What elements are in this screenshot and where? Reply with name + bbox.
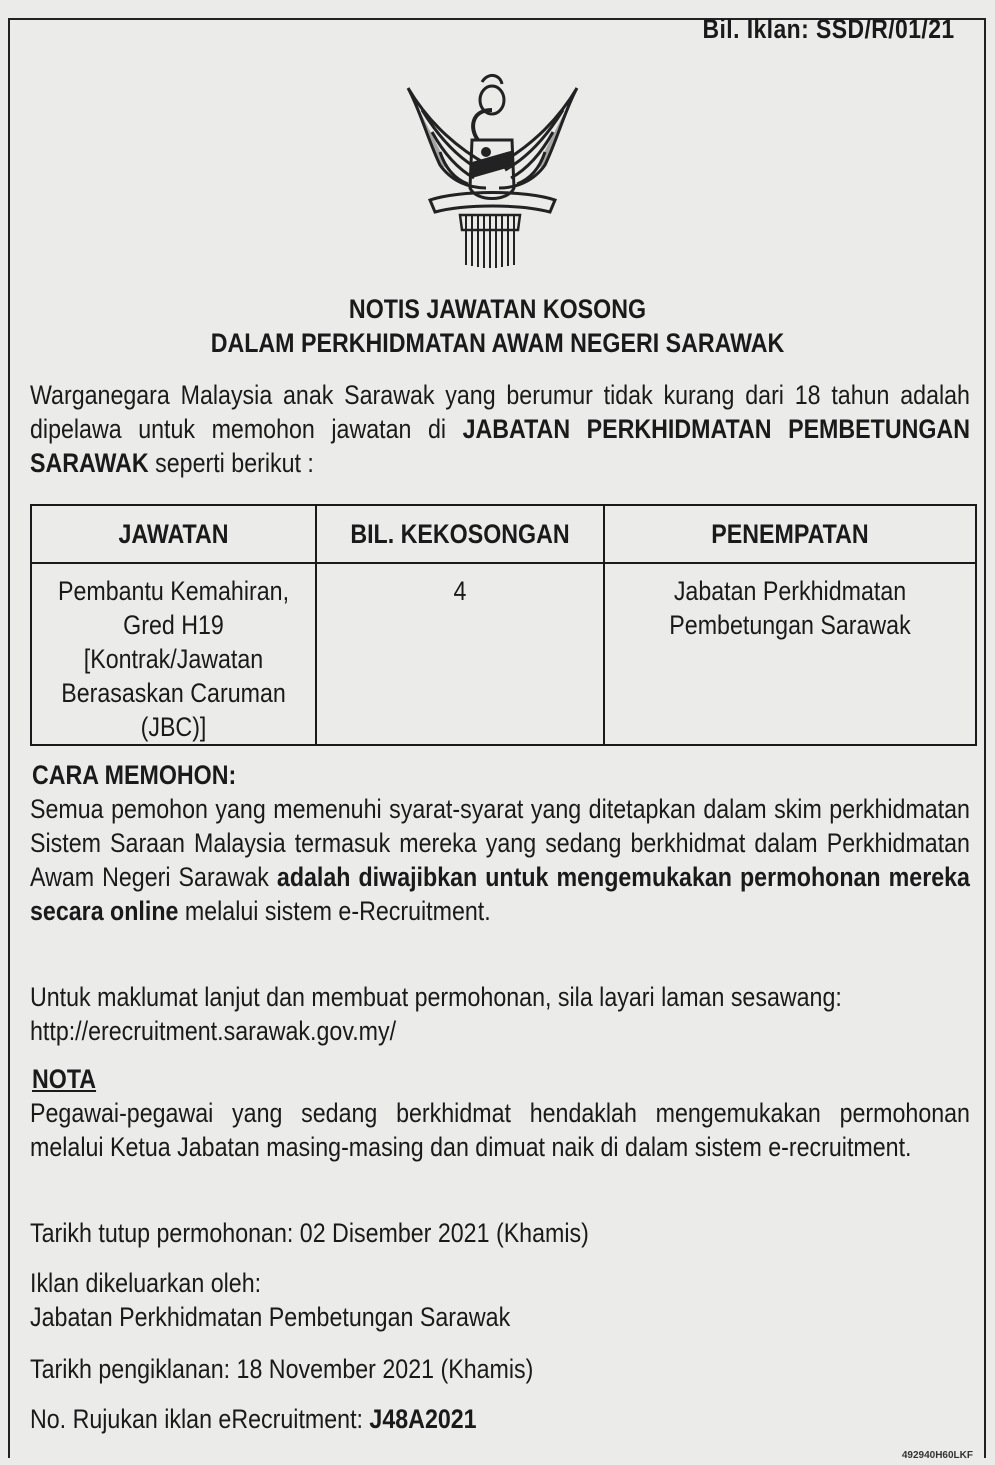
note-paragraph: Pegawai-pegawai yang sedang berkhidmat hendaklah mengemukakan permohonan melalui Ketua Jabatan masing-masing dan dimuat naik di dalam sistem e-recruitment. bbox=[30, 1098, 970, 1162]
info-text: Untuk maklumat lanjut dan membuat permohonan, sila layari laman sesawang: bbox=[30, 982, 842, 1012]
table-header-row bbox=[31, 505, 976, 563]
notice-title: NOTIS JAWATAN KOSONG bbox=[348, 294, 647, 324]
department-name: JABATAN PERKHIDMATAN PEMBETUNGAN SARAWAK bbox=[30, 414, 970, 478]
vacancy-table bbox=[30, 504, 977, 746]
reference-code: J48A2021 bbox=[369, 1404, 477, 1434]
closing-date: Tarikh tutup permohonan: 02 Disember 2021 (Khamis) bbox=[30, 1218, 589, 1248]
sarawak-crest-icon bbox=[400, 70, 585, 270]
column-header: BIL. KEKOSONGAN bbox=[316, 505, 604, 563]
ad-reference: Bil. Iklan: SSD/R/01/21 bbox=[702, 14, 955, 44]
column-header: PENEMPATAN bbox=[604, 505, 976, 563]
position-cell: Pembantu Kemahiran, Gred H19 [Kontrak/Jawatan Berasaskan Caruman (JBC)] bbox=[31, 563, 316, 745]
issuer-name: Jabatan Perkhidmatan Pembetungan Sarawak bbox=[30, 1302, 511, 1332]
issued-by-label: Iklan dikeluarkan oleh: bbox=[30, 1268, 262, 1298]
how-to-apply-heading: CARA MEMOHON: bbox=[32, 760, 237, 790]
placement-cell: Jabatan Perkhidmatan Pembetungan Sarawak bbox=[604, 563, 976, 745]
advertisement-date: Tarikh pengiklanan: 18 November 2021 (Khamis) bbox=[30, 1354, 534, 1384]
how-to-apply-paragraph: Semua pemohon yang memenuhi syarat-syarat yang ditetapkan dalam skim perkhidmatan Sistem Saraan Malaysia termasuk mereka yang sedang berkhidmat dalam Perkhidmatan Awam Negeri Sarawak adalah diwajibkan untuk mengemukakan permohonan mereka secara online melalui sistem e-Recruitment. bbox=[30, 794, 970, 926]
note-heading: NOTA bbox=[32, 1064, 97, 1094]
intro-paragraph: Warganegara Malaysia anak Sarawak yang berumur tidak kurang dari 18 tahun adalah dipelawa untuk memohon jawatan di JABATAN PERKHIDMATAN PEMBETUNGAN SARAWAK seperti berikut : bbox=[30, 380, 970, 478]
notice-subtitle: DALAM PERKHIDMATAN AWAM NEGERI SARAWAK bbox=[210, 328, 785, 358]
print-code: 492940H60LKF bbox=[901, 1450, 973, 1461]
table-row bbox=[31, 563, 976, 745]
erecruitment-reference: No. Rujukan iklan eRecruitment: J48A2021 bbox=[30, 1404, 477, 1434]
erecruitment-url-link[interactable]: http://erecruitment.sarawak.gov.my/ bbox=[30, 1016, 397, 1046]
column-header: JAWATAN bbox=[31, 505, 316, 563]
vacancies-cell: 4 bbox=[316, 563, 604, 745]
